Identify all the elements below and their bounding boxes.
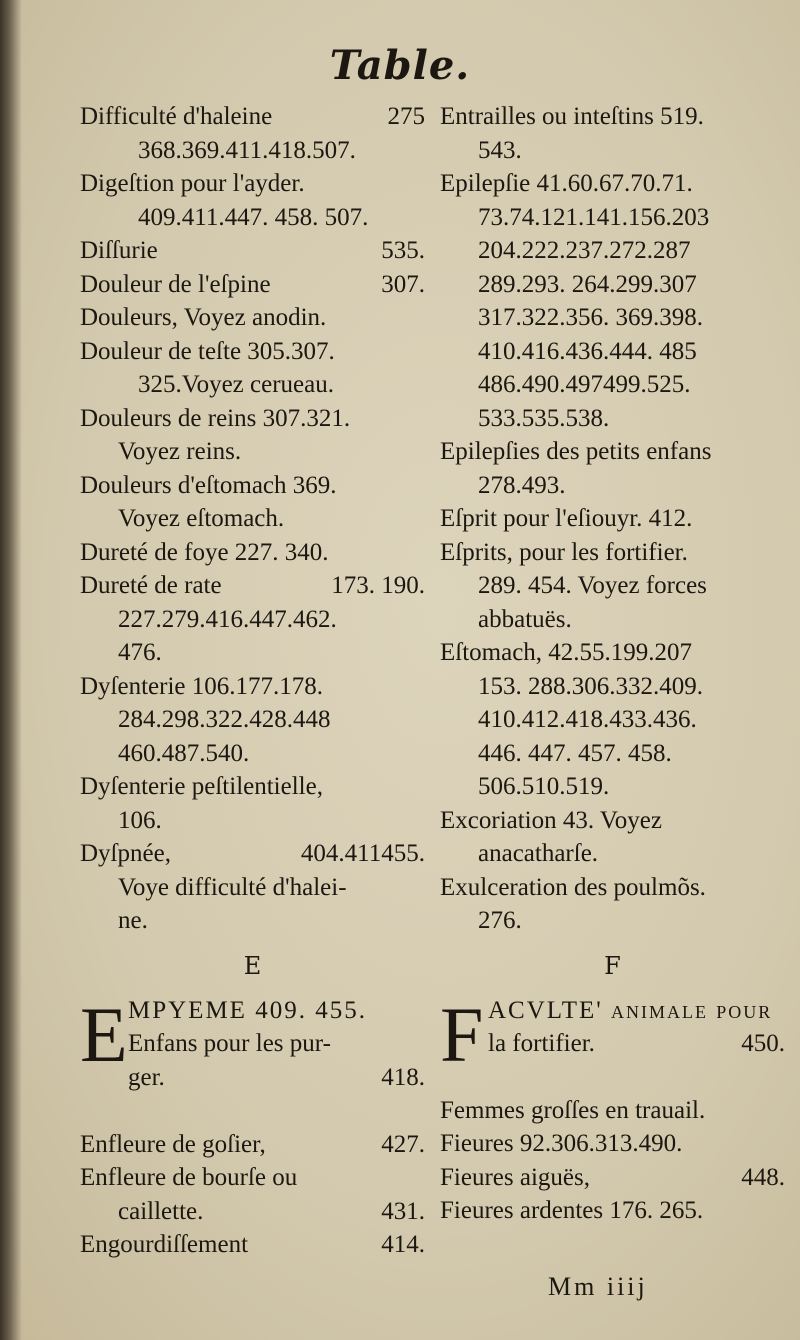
index-entry [440,335,785,369]
index-entry-text: Enfleure de goſier, [80,1130,266,1158]
index-entry [440,770,785,804]
index-entry-text: 317.322.356. 369.398. [478,304,703,331]
index-entry [80,636,425,670]
index-entry-text: Dureté de rate [80,572,222,599]
index-entry-text: ACVLTE' animale pour [488,996,773,1024]
index-entry-text: Douleur de l'eſpine [80,270,271,298]
index-entry-text: 153. 288.306.332.409. [478,672,703,700]
index-entry [80,670,425,704]
index-entry [80,737,425,771]
page-title: Table. [329,42,471,89]
index-entry-text: caillette. [118,1197,204,1225]
index-entry [128,1027,425,1061]
index-entry [440,368,785,402]
index-entry-text: Enfans pour les pur- [128,1030,331,1057]
index-entry [440,1127,785,1161]
index-entry [80,234,425,268]
index-entry [440,435,785,469]
index-entry-pages: 404.411455. [300,840,425,867]
index-entry-text: 289.293. 264.299.307 [478,270,697,298]
index-entry [80,1195,425,1229]
index-entry [440,1194,785,1228]
entries-e-right [440,100,785,938]
index-entry [80,603,425,637]
index-entry-text: 506.510.519. [478,773,610,800]
index-entry [80,871,425,905]
index-entry [440,536,785,570]
index-entry [80,1161,425,1195]
index-entry-pages: 173. 190. [331,572,425,599]
index-entry [440,871,785,905]
index-entry [80,201,425,235]
index-entry-text: Epilepſie 41.60.67.70.71. [440,170,693,197]
index-entry-text: Voyez eſtomach. [118,505,285,532]
index-entry [440,1161,785,1195]
index-entry-text: 410.416.436.444. 485 [478,337,697,365]
index-entry [80,904,425,938]
index-entry [440,234,785,268]
index-column-left [80,100,425,1262]
index-entry [440,737,785,771]
index-entry-text: Voyez reins. [118,438,242,465]
index-entry [80,301,425,335]
index-entry-text: ne. [118,907,148,934]
index-entry-pages: 535. [381,237,425,264]
index-entry [440,1094,785,1128]
drop-cap-entry-e [80,990,425,1128]
index-entry-text: 204.222.237.272.287 [478,237,691,264]
drop-cap-lines [488,994,785,1061]
index-entry-text: Exulceration des poulmõs. [440,873,706,901]
index-entry-text: Fieures 92.306.313.490. [440,1130,683,1157]
index-entry-text: Voye difficulté d'halei- [118,873,347,901]
index-entry [80,402,425,436]
index-entry [440,469,785,503]
index-entry [488,1027,785,1061]
index-entry-text: Dyſenterie 106.177.178. [80,672,324,700]
index-entry-pages: 427. [381,1130,425,1158]
index-entry-text: 325.Voyez cerueau. [138,371,334,398]
index-entry [80,435,425,469]
index-entry [80,268,425,302]
index-entry [440,502,785,536]
index-entry [80,134,425,168]
index-entry-text: 410.412.418.433.436. [478,706,697,733]
index-entry [440,670,785,704]
index-entry-text: 284.298.322.428.448 [118,706,331,733]
index-column-right [440,100,785,1228]
index-entry-text: Douleurs d'eſtomach 369. [80,471,337,499]
index-entry [440,569,785,603]
index-entry [80,167,425,201]
index-entry-text: 476. [118,639,162,666]
index-entry-text: 543. [478,136,522,164]
index-entry-text: Dyſpnée, [80,840,171,867]
drop-cap-lines [128,994,425,1095]
index-entry [80,770,425,804]
index-entry-text: 276. [478,907,522,934]
index-entry-text: Dureté de foye 227. 340. [80,538,329,566]
index-entry-text: 409.411.447. 458. 507. [138,203,369,231]
index-entry-text: 106. [118,806,162,834]
index-entry-pages: 418. [381,1063,425,1091]
index-entry-pages: 448. [741,1163,785,1191]
index-entry [440,134,785,168]
index-entry-text: Eſtomach, 42.55.199.207 [440,639,693,666]
index-entry [80,335,425,369]
index-entry-pages: 275 [387,103,425,130]
index-entry-text: Excoriation 43. Voyez [440,806,662,834]
index-entry [440,703,785,737]
index-entry [80,1128,425,1162]
index-entry-text: Eſprit pour l'eſiouyr. 412. [440,505,693,532]
index-entry [80,837,425,871]
index-entry-pages: 307. [381,270,425,298]
index-entry-text: Fieures aiguës, [440,1163,590,1191]
index-entry-pages: 414. [381,1231,425,1258]
entries-e-left [80,1128,425,1262]
index-entry-pages: 450. [741,1030,785,1057]
index-entry-text: anacatharſe. [478,840,599,867]
index-entry [440,268,785,302]
index-entry [80,804,425,838]
index-entry-text: 446. 447. 457. 458. [478,739,672,767]
index-entry [128,1061,425,1095]
index-entry [80,1228,425,1262]
entries-d [80,100,425,938]
index-entry [80,502,425,536]
entries-f [440,1094,785,1228]
index-entry [440,603,785,637]
index-entry-text: ger. [128,1063,165,1091]
drop-cap-e: E [80,990,128,1078]
signature-mark: Mm iiij [548,1272,648,1301]
index-entry-text: Eſprits, pour les fortifier. [440,538,688,566]
index-entry [80,536,425,570]
index-entry [128,994,425,1028]
index-entry [440,100,785,134]
index-entry-text: Dyſenterie peſtilentielle, [80,773,323,800]
index-entry [440,636,785,670]
index-entry [440,201,785,235]
index-entry-text: la fortifier. [488,1030,595,1057]
index-entry-text: Engourdiſſement [80,1231,249,1258]
section-letter-f: F [604,951,621,980]
index-entry-text: abbatuës. [478,605,572,633]
index-entry [440,167,785,201]
index-entry-text: 278.493. [478,471,566,499]
index-entry-text: Douleurs, Voyez anodin. [80,304,327,331]
index-entry-text: Entrailles ou inteſtins 519. [440,103,704,130]
index-entry [80,703,425,737]
drop-cap-f: F [440,990,484,1078]
page-gutter [0,0,22,1340]
index-entry-text: 460.487.540. [118,739,250,767]
index-entry-text: Epilepſies des petits enfans [440,438,712,465]
index-entry [440,402,785,436]
index-entry [440,904,785,938]
index-entry-text: 486.490.497499.525. [478,371,691,398]
index-entry [80,469,425,503]
section-letter-e: E [243,951,262,980]
index-entry-text: Digeſtion pour l'ayder. [80,170,305,197]
index-entry-text: Diſſurie [80,237,158,264]
index-entry-text: 368.369.411.418.507. [138,136,356,164]
index-entry-pages: 431. [381,1197,425,1225]
index-entry-text: 533.535.538. [478,404,610,432]
index-entry [80,569,425,603]
index-entry [440,837,785,871]
index-entry-text: Fieures ardentes 176. 265. [440,1197,704,1224]
index-entry-text: Douleur de teſte 305.307. [80,337,335,365]
index-entry [80,100,425,134]
index-entry-text: Douleurs de reins 307.321. [80,404,351,432]
index-entry-text: 289. 454. Voyez forces [478,572,707,599]
index-entry-text: MPYEME 409. 455. [128,996,367,1024]
index-entry-text: 227.279.416.447.462. [118,605,337,633]
drop-cap-entry-f [440,990,785,1094]
index-entry [80,368,425,402]
index-entry [488,994,785,1028]
index-entry [440,301,785,335]
index-entry-text: Femmes groſſes en trauail. [440,1096,706,1124]
index-entry-text: 73.74.121.141.156.203 [478,203,710,231]
index-entry-text: Difficulté d'haleine [80,103,273,130]
index-entry-text: Enfleure de bourſe ou [80,1164,298,1191]
index-entry [440,804,785,838]
